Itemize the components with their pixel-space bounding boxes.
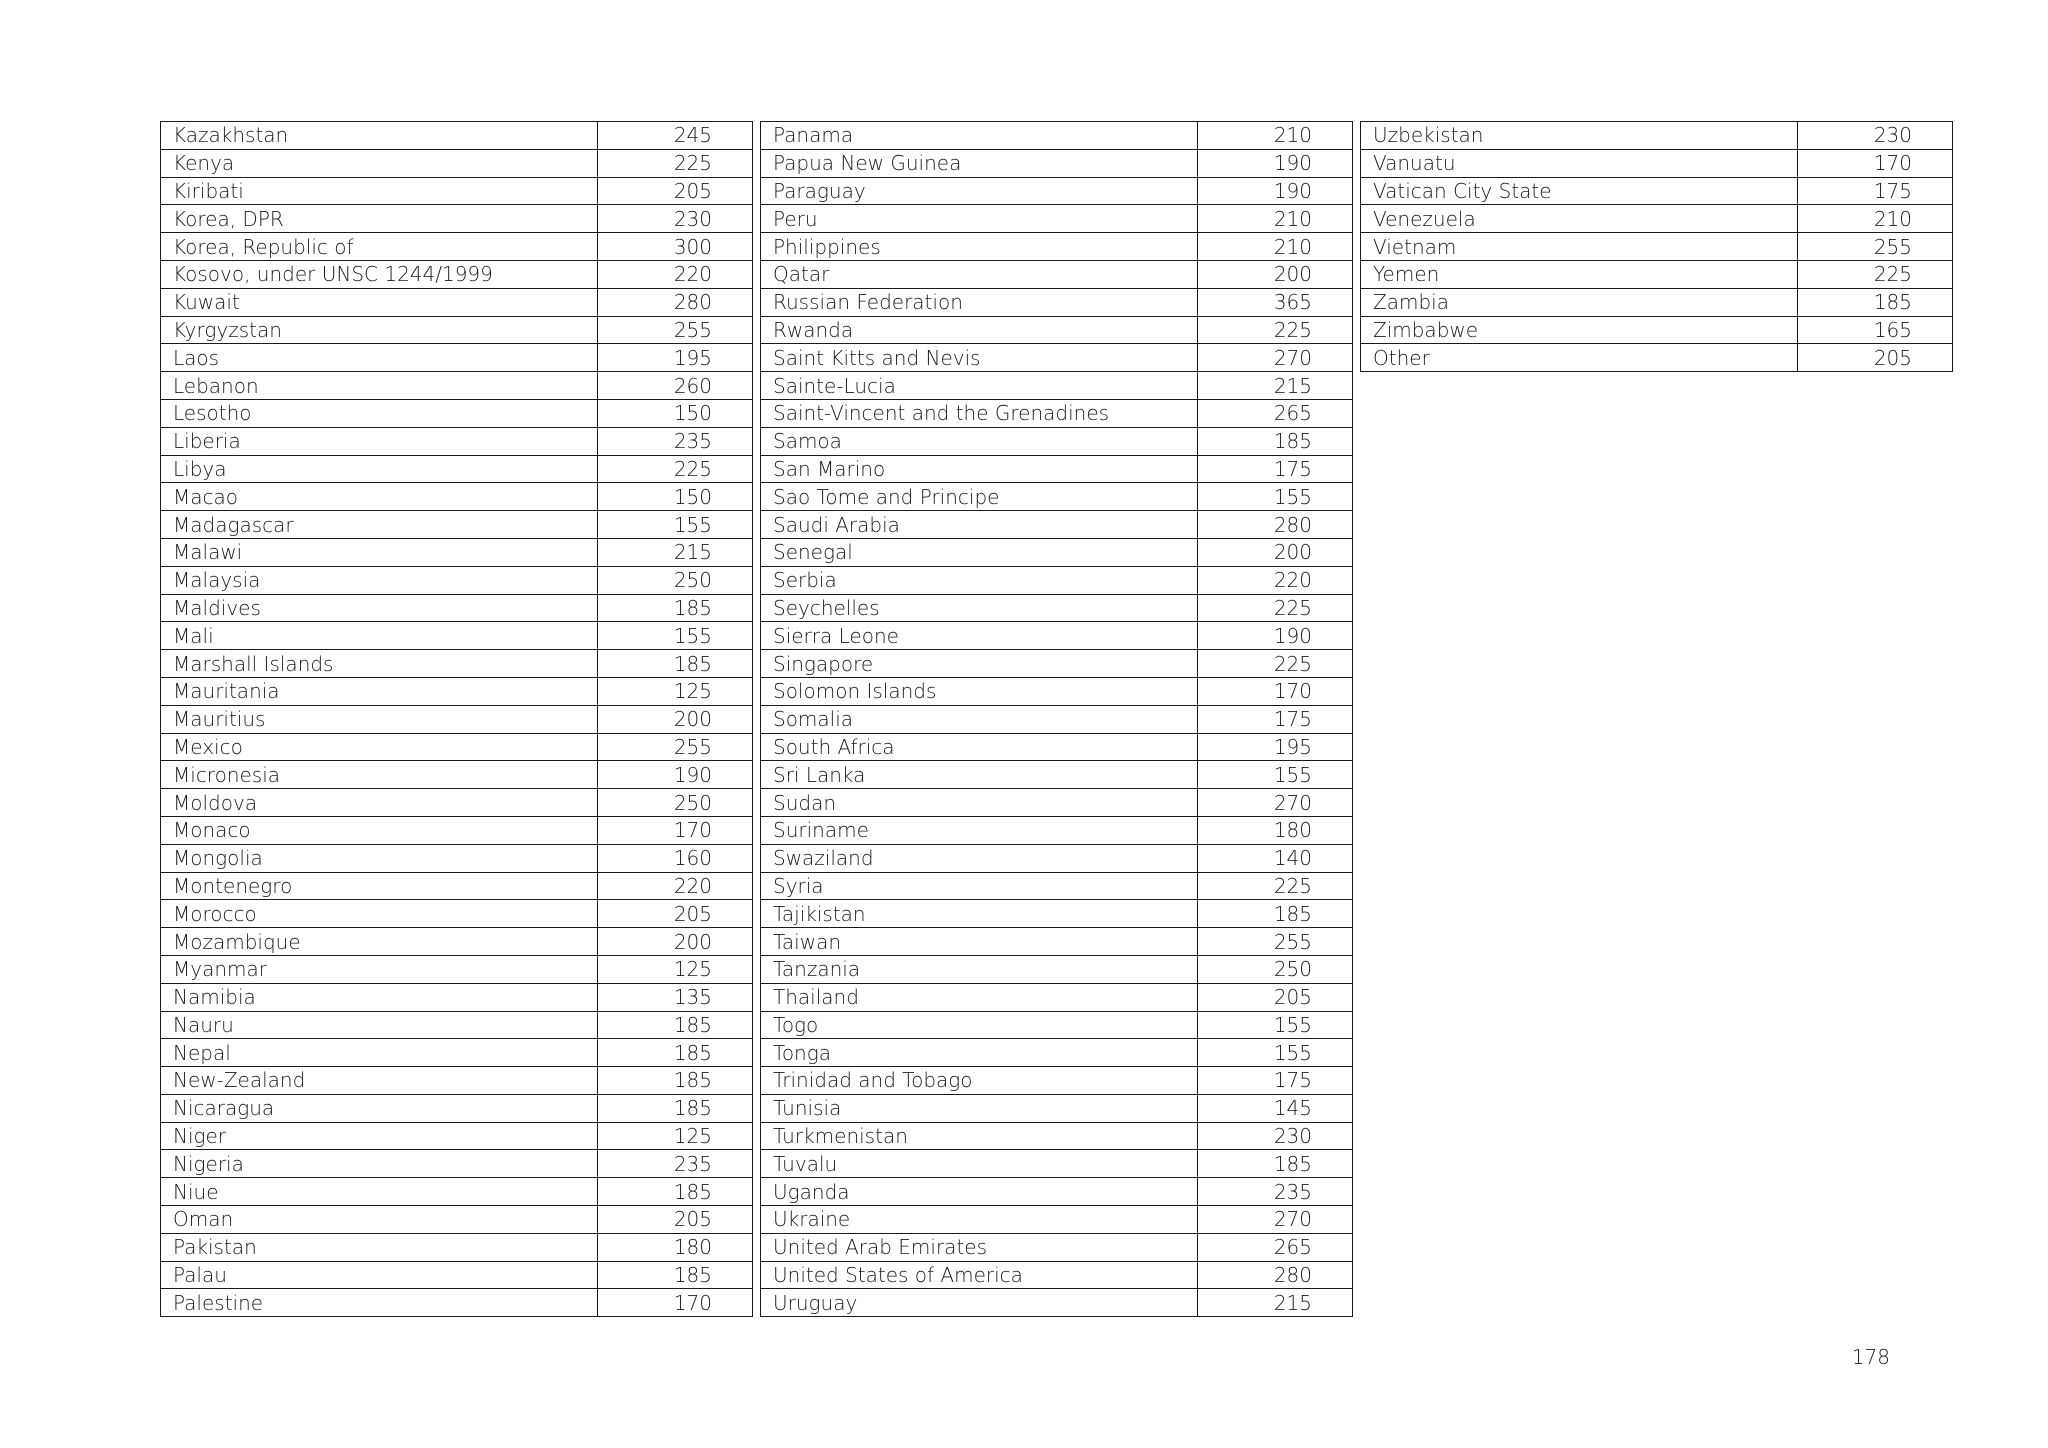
country-cell: Kosovo, under UNSC 1244/1999 — [161, 260, 598, 288]
value-cell: 155 — [598, 511, 753, 539]
table-row — [161, 761, 753, 789]
table-row — [761, 677, 1353, 705]
value-cell: 225 — [1198, 594, 1353, 622]
table-row — [761, 1206, 1353, 1234]
table-row — [761, 1039, 1353, 1067]
country-cell: Tajikistan — [761, 900, 1198, 928]
country-cell: Qatar — [761, 260, 1198, 288]
table-row — [761, 1011, 1353, 1039]
table-row — [761, 149, 1353, 177]
value-cell: 265 — [1198, 399, 1353, 427]
value-cell: 205 — [1798, 344, 1953, 372]
country-cell: Kuwait — [161, 288, 598, 316]
table-row — [761, 1178, 1353, 1206]
country-cell: Vanuatu — [1361, 149, 1798, 177]
country-cell: Maldives — [161, 594, 598, 622]
value-cell: 215 — [1198, 1289, 1353, 1317]
country-cell: Nauru — [161, 1011, 598, 1039]
table-row — [161, 900, 753, 928]
value-cell: 365 — [1198, 288, 1353, 316]
country-cell: Micronesia — [161, 761, 598, 789]
table-row — [761, 955, 1353, 983]
value-cell: 185 — [598, 1094, 753, 1122]
country-cell: Yemen — [1361, 260, 1798, 288]
table-row — [161, 872, 753, 900]
value-cell: 225 — [1198, 872, 1353, 900]
country-cell: Niue — [161, 1178, 598, 1206]
country-cell: Korea, Republic of — [161, 233, 598, 261]
table-row — [761, 205, 1353, 233]
table-row — [161, 177, 753, 205]
country-cell: Malawi — [161, 538, 598, 566]
value-cell: 235 — [1198, 1178, 1353, 1206]
value-cell: 270 — [1198, 344, 1353, 372]
country-cell: Nicaragua — [161, 1094, 598, 1122]
country-cell: Sao Tome and Principe — [761, 483, 1198, 511]
country-cell: Montenegro — [161, 872, 598, 900]
value-cell: 255 — [1198, 928, 1353, 956]
value-cell: 245 — [598, 122, 753, 150]
table-row — [161, 1039, 753, 1067]
value-cell: 155 — [1198, 761, 1353, 789]
value-cell: 250 — [598, 566, 753, 594]
table-row — [761, 538, 1353, 566]
table-row — [761, 122, 1353, 150]
value-cell: 180 — [1198, 816, 1353, 844]
value-cell: 280 — [1198, 511, 1353, 539]
country-cell: Philippines — [761, 233, 1198, 261]
table-row — [761, 900, 1353, 928]
value-cell: 230 — [1798, 122, 1953, 150]
country-cell: Mexico — [161, 733, 598, 761]
value-cell: 280 — [598, 288, 753, 316]
table-row — [761, 983, 1353, 1011]
country-cell: Tunisia — [761, 1094, 1198, 1122]
country-cell: Marshall Islands — [161, 650, 598, 678]
table-row — [761, 622, 1353, 650]
rates-table-2 — [760, 121, 1353, 1317]
table-row — [1361, 149, 1953, 177]
value-cell: 125 — [598, 955, 753, 983]
country-cell: Kiribati — [161, 177, 598, 205]
country-cell: Mali — [161, 622, 598, 650]
table-row — [161, 399, 753, 427]
country-cell: Liberia — [161, 427, 598, 455]
value-cell: 135 — [598, 983, 753, 1011]
country-cell: United States of America — [761, 1261, 1198, 1289]
table-row — [761, 928, 1353, 956]
value-cell: 170 — [1798, 149, 1953, 177]
value-cell: 190 — [1198, 149, 1353, 177]
table-row — [161, 260, 753, 288]
value-cell: 185 — [598, 1261, 753, 1289]
value-cell: 150 — [598, 399, 753, 427]
value-cell: 225 — [1798, 260, 1953, 288]
country-cell: Somalia — [761, 705, 1198, 733]
country-cell: Kazakhstan — [161, 122, 598, 150]
country-cell: Panama — [761, 122, 1198, 150]
country-cell: Mongolia — [161, 844, 598, 872]
value-cell: 200 — [598, 705, 753, 733]
table-row — [761, 288, 1353, 316]
table-row — [1361, 233, 1953, 261]
table-row — [161, 427, 753, 455]
value-cell: 280 — [1198, 1261, 1353, 1289]
table-row — [761, 1150, 1353, 1178]
country-cell: Monaco — [161, 816, 598, 844]
table-row — [161, 511, 753, 539]
country-cell: San Marino — [761, 455, 1198, 483]
country-cell: Taiwan — [761, 928, 1198, 956]
value-cell: 155 — [598, 622, 753, 650]
table-row — [161, 594, 753, 622]
value-cell: 175 — [1198, 705, 1353, 733]
value-cell: 155 — [1198, 483, 1353, 511]
country-cell: Paraguay — [761, 177, 1198, 205]
table-row — [161, 650, 753, 678]
table-row — [161, 677, 753, 705]
table-row — [161, 288, 753, 316]
country-cell: Laos — [161, 344, 598, 372]
value-cell: 255 — [1798, 233, 1953, 261]
table-row — [161, 455, 753, 483]
country-cell: Namibia — [161, 983, 598, 1011]
value-cell: 230 — [598, 205, 753, 233]
table-row — [761, 399, 1353, 427]
country-cell: Zimbabwe — [1361, 316, 1798, 344]
country-cell: Moldova — [161, 789, 598, 817]
value-cell: 200 — [598, 928, 753, 956]
country-cell: United Arab Emirates — [761, 1233, 1198, 1261]
country-cell: Palau — [161, 1261, 598, 1289]
value-cell: 235 — [598, 1150, 753, 1178]
table-row — [161, 372, 753, 400]
table-row — [761, 483, 1353, 511]
value-cell: 220 — [598, 872, 753, 900]
table-row — [161, 733, 753, 761]
value-cell: 190 — [1198, 177, 1353, 205]
value-cell: 190 — [1198, 622, 1353, 650]
table-row — [161, 789, 753, 817]
country-cell: Macao — [161, 483, 598, 511]
country-cell: Swaziland — [761, 844, 1198, 872]
table-row — [161, 122, 753, 150]
value-cell: 175 — [1198, 455, 1353, 483]
table-row — [761, 1261, 1353, 1289]
country-cell: Sudan — [761, 789, 1198, 817]
table-row — [161, 1011, 753, 1039]
table-row — [161, 566, 753, 594]
value-cell: 260 — [598, 372, 753, 400]
country-cell: Morocco — [161, 900, 598, 928]
country-cell: Suriname — [761, 816, 1198, 844]
table-row — [161, 1067, 753, 1095]
table-row — [761, 872, 1353, 900]
value-cell: 235 — [598, 427, 753, 455]
value-cell: 185 — [1198, 900, 1353, 928]
table-row — [161, 316, 753, 344]
table-row — [161, 705, 753, 733]
table-row — [161, 928, 753, 956]
country-cell: Ukraine — [761, 1206, 1198, 1234]
country-cell: Mauritania — [161, 677, 598, 705]
table-row — [761, 1094, 1353, 1122]
value-cell: 210 — [1198, 205, 1353, 233]
value-cell: 205 — [1198, 983, 1353, 1011]
country-cell: New-Zealand — [161, 1067, 598, 1095]
value-cell: 225 — [1198, 650, 1353, 678]
value-cell: 255 — [598, 316, 753, 344]
country-cell: Saint Kitts and Nevis — [761, 344, 1198, 372]
table-row — [761, 650, 1353, 678]
value-cell: 140 — [1198, 844, 1353, 872]
table-row — [761, 1122, 1353, 1150]
table-row — [161, 1206, 753, 1234]
table-row — [161, 1178, 753, 1206]
value-cell: 125 — [598, 1122, 753, 1150]
value-cell: 125 — [598, 677, 753, 705]
table-row — [761, 789, 1353, 817]
value-cell: 185 — [1198, 427, 1353, 455]
country-cell: Malaysia — [161, 566, 598, 594]
country-cell: Vietnam — [1361, 233, 1798, 261]
country-cell: Uruguay — [761, 1289, 1198, 1317]
table-row — [1361, 344, 1953, 372]
country-cell: Togo — [761, 1011, 1198, 1039]
table-row — [761, 511, 1353, 539]
country-cell: Syria — [761, 872, 1198, 900]
country-cell: Saint-Vincent and the Grenadines — [761, 399, 1198, 427]
table-row — [1361, 260, 1953, 288]
table-row — [761, 177, 1353, 205]
value-cell: 165 — [1798, 316, 1953, 344]
country-cell: Oman — [161, 1206, 598, 1234]
value-cell: 210 — [1198, 122, 1353, 150]
country-cell: Tanzania — [761, 955, 1198, 983]
country-cell: Niger — [161, 1122, 598, 1150]
table-row — [161, 983, 753, 1011]
country-cell: Other — [1361, 344, 1798, 372]
country-cell: Zambia — [1361, 288, 1798, 316]
country-cell: Myanmar — [161, 955, 598, 983]
country-cell: Sainte-Lucia — [761, 372, 1198, 400]
table-row — [761, 455, 1353, 483]
value-cell: 145 — [1198, 1094, 1353, 1122]
country-cell: Korea, DPR — [161, 205, 598, 233]
value-cell: 185 — [598, 1039, 753, 1067]
table-row — [761, 844, 1353, 872]
table-row — [761, 761, 1353, 789]
value-cell: 195 — [598, 344, 753, 372]
value-cell: 220 — [598, 260, 753, 288]
table-row — [761, 1289, 1353, 1317]
country-cell: Kenya — [161, 149, 598, 177]
value-cell: 270 — [1198, 789, 1353, 817]
table-row — [761, 260, 1353, 288]
value-cell: 225 — [1198, 316, 1353, 344]
country-cell: Lebanon — [161, 372, 598, 400]
value-cell: 185 — [1798, 288, 1953, 316]
table-row — [161, 1094, 753, 1122]
country-cell: Palestine — [161, 1289, 598, 1317]
table-row — [761, 372, 1353, 400]
country-cell: Solomon Islands — [761, 677, 1198, 705]
country-cell: Uzbekistan — [1361, 122, 1798, 150]
country-cell: Thailand — [761, 983, 1198, 1011]
table-row — [161, 844, 753, 872]
table-row — [1361, 205, 1953, 233]
country-cell: Russian Federation — [761, 288, 1198, 316]
country-cell: Serbia — [761, 566, 1198, 594]
table-row — [161, 149, 753, 177]
country-cell: Saudi Arabia — [761, 511, 1198, 539]
country-cell: Nigeria — [161, 1150, 598, 1178]
country-cell: Kyrgyzstan — [161, 316, 598, 344]
value-cell: 175 — [1198, 1067, 1353, 1095]
table-row — [1361, 288, 1953, 316]
table-row — [161, 1150, 753, 1178]
table-row — [161, 1289, 753, 1317]
table-row — [161, 1261, 753, 1289]
value-cell: 225 — [598, 455, 753, 483]
country-cell: Sierra Leone — [761, 622, 1198, 650]
table-row — [161, 816, 753, 844]
value-cell: 250 — [598, 789, 753, 817]
value-cell: 155 — [1198, 1011, 1353, 1039]
table-row — [161, 538, 753, 566]
table-row — [761, 1067, 1353, 1095]
value-cell: 175 — [1798, 177, 1953, 205]
value-cell: 185 — [598, 594, 753, 622]
table-row — [761, 233, 1353, 261]
table-row — [761, 705, 1353, 733]
value-cell: 265 — [1198, 1233, 1353, 1261]
value-cell: 210 — [1198, 233, 1353, 261]
value-cell: 185 — [598, 650, 753, 678]
value-cell: 205 — [598, 177, 753, 205]
value-cell: 170 — [598, 1289, 753, 1317]
country-cell: Sri Lanka — [761, 761, 1198, 789]
country-cell: Mozambique — [161, 928, 598, 956]
value-cell: 300 — [598, 233, 753, 261]
country-cell: Peru — [761, 205, 1198, 233]
table-row — [761, 733, 1353, 761]
country-cell: Papua New Guinea — [761, 149, 1198, 177]
table-row — [761, 427, 1353, 455]
value-cell: 270 — [1198, 1206, 1353, 1234]
value-cell: 195 — [1198, 733, 1353, 761]
value-cell: 185 — [1198, 1150, 1353, 1178]
country-cell: Pakistan — [161, 1233, 598, 1261]
country-cell: Tonga — [761, 1039, 1198, 1067]
country-cell: South Africa — [761, 733, 1198, 761]
country-cell: Turkmenistan — [761, 1122, 1198, 1150]
table-row — [1361, 122, 1953, 150]
value-cell: 200 — [1198, 260, 1353, 288]
value-cell: 210 — [1798, 205, 1953, 233]
table-row — [761, 594, 1353, 622]
country-cell: Nepal — [161, 1039, 598, 1067]
country-cell: Venezuela — [1361, 205, 1798, 233]
value-cell: 215 — [1198, 372, 1353, 400]
table-row — [761, 566, 1353, 594]
value-cell: 215 — [598, 538, 753, 566]
value-cell: 225 — [598, 149, 753, 177]
value-cell: 185 — [598, 1067, 753, 1095]
country-cell: Mauritius — [161, 705, 598, 733]
value-cell: 205 — [598, 1206, 753, 1234]
value-cell: 190 — [598, 761, 753, 789]
table-row — [161, 955, 753, 983]
country-cell: Seychelles — [761, 594, 1198, 622]
country-cell: Madagascar — [161, 511, 598, 539]
country-cell: Samoa — [761, 427, 1198, 455]
value-cell: 255 — [598, 733, 753, 761]
table-row — [1361, 316, 1953, 344]
table-row — [161, 622, 753, 650]
value-cell: 160 — [598, 844, 753, 872]
value-cell: 230 — [1198, 1122, 1353, 1150]
value-cell: 185 — [598, 1011, 753, 1039]
table-row — [161, 1122, 753, 1150]
table-row — [161, 1233, 753, 1261]
table-row — [161, 233, 753, 261]
country-cell: Senegal — [761, 538, 1198, 566]
value-cell: 250 — [1198, 955, 1353, 983]
table-row — [761, 316, 1353, 344]
value-cell: 185 — [598, 1178, 753, 1206]
table-row — [761, 1233, 1353, 1261]
value-cell: 205 — [598, 900, 753, 928]
country-cell: Libya — [161, 455, 598, 483]
table-row — [161, 344, 753, 372]
value-cell: 155 — [1198, 1039, 1353, 1067]
country-cell: Vatican City State — [1361, 177, 1798, 205]
value-cell: 220 — [1198, 566, 1353, 594]
value-cell: 150 — [598, 483, 753, 511]
table-row — [761, 816, 1353, 844]
table-row — [161, 483, 753, 511]
table-row — [1361, 177, 1953, 205]
rates-table-1 — [160, 121, 753, 1317]
rates-table-3 — [1360, 121, 1953, 372]
value-cell: 180 — [598, 1233, 753, 1261]
table-row — [161, 205, 753, 233]
country-cell: Singapore — [761, 650, 1198, 678]
country-cell: Lesotho — [161, 399, 598, 427]
value-cell: 200 — [1198, 538, 1353, 566]
table-row — [761, 344, 1353, 372]
value-cell: 170 — [1198, 677, 1353, 705]
country-cell: Trinidad and Tobago — [761, 1067, 1198, 1095]
value-cell: 170 — [598, 816, 753, 844]
country-cell: Rwanda — [761, 316, 1198, 344]
country-cell: Uganda — [761, 1178, 1198, 1206]
country-cell: Tuvalu — [761, 1150, 1198, 1178]
page-number: 178 — [1851, 1345, 1890, 1369]
